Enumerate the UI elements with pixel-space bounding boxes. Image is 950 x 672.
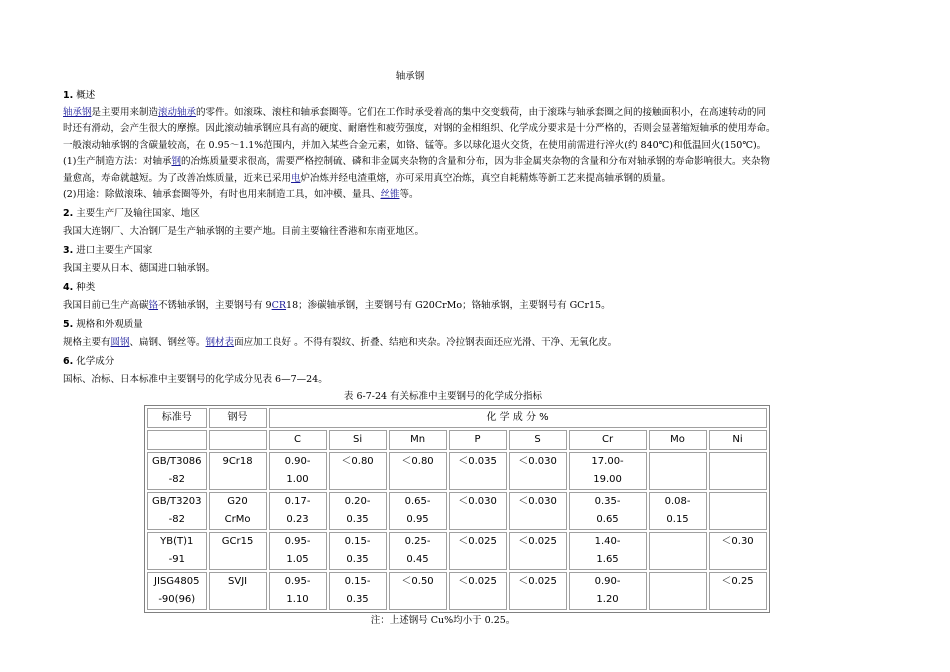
value-cell-line: ＜0.025 — [518, 576, 557, 587]
section-2-heading: 2. 主要生产厂及输往国家、地区 — [63, 207, 200, 219]
value-cell-line: ＜0.80 — [341, 456, 374, 467]
value-cell — [269, 452, 327, 490]
grade-cell — [209, 452, 267, 490]
value-cell — [389, 492, 447, 530]
standard-cell-line: GB/T3086 — [152, 456, 202, 467]
specs-paragraph: 规格主要有圆钢、扁钢、钢丝等。钢材表面应加工良好 。不得有裂纹、折叠、结疤和夹杂。冷拉钢表面还应光滑、干净、无氧化皮。 — [63, 337, 618, 348]
section-6-heading: 6. 化学成分 — [63, 355, 115, 367]
value-cell-line: ＜0.025 — [458, 576, 497, 587]
value-cell-line: ＜0.50 — [401, 576, 434, 587]
overview-line-3: 一般滚动轴承钢的含碳量较高，在 0.95～1.1%范围内，并加入某些合金元素，如铬、锰等。多以球化退火交货，在使用前需进行淬火(约 840℃)和低温回火(150℃)。 — [63, 139, 767, 151]
value-cell-line: ＜0.025 — [518, 536, 557, 547]
value-cell — [569, 532, 647, 570]
value-cell — [269, 532, 327, 570]
value-cell-line: 0.95- — [284, 536, 311, 547]
value-cell-line — [654, 453, 702, 471]
grade-cell-line: GCr15 — [221, 536, 254, 547]
value-cell-line: 0.20- — [344, 496, 371, 507]
value-cell — [329, 452, 387, 490]
header-grade: 钢号 — [209, 408, 267, 428]
value-cell — [389, 572, 447, 610]
value-cell-line — [714, 453, 762, 471]
element-header: C — [269, 430, 327, 450]
element-header: P — [449, 430, 507, 450]
value-cell — [389, 452, 447, 490]
link-rolling-bearing[interactable]: 滚动轴承 — [158, 106, 197, 118]
standard-cell-line: YB(T)1 — [160, 536, 194, 547]
value-cell — [709, 532, 767, 570]
value-cell-line — [654, 533, 702, 551]
value-cell — [449, 572, 507, 610]
value-cell — [329, 492, 387, 530]
element-header: Mn — [389, 430, 447, 450]
value-cell-line: 0.35 — [346, 514, 369, 525]
value-cell-line: 0.23 — [286, 514, 309, 525]
standard-cell-line: -91 — [168, 554, 185, 565]
value-cell-line: ＜0.035 — [458, 456, 497, 467]
standard-cell-line: -82 — [168, 474, 185, 485]
value-cell — [509, 572, 567, 610]
document-title: 轴承钢 — [395, 71, 425, 82]
value-cell — [269, 572, 327, 610]
value-cell — [449, 452, 507, 490]
table-row — [147, 452, 767, 490]
link-chromium[interactable]: 铬 — [148, 300, 159, 311]
table-caption: 表 6-7-24 有关标准中主要钢号的化学成分指标 — [343, 390, 543, 402]
section-3-heading: 3. 进口主要生产国家 — [63, 244, 153, 256]
value-cell — [329, 572, 387, 610]
value-cell — [649, 572, 707, 610]
link-steel-surface[interactable]: 钢材表 — [205, 337, 235, 348]
value-cell-line: 0.45 — [406, 554, 429, 565]
value-cell-line: ＜0.25 — [721, 576, 754, 587]
value-cell — [649, 532, 707, 570]
value-cell-line: 0.95- — [284, 576, 311, 587]
standard-cell — [147, 532, 207, 570]
value-cell — [709, 492, 767, 530]
value-cell-line: ＜0.030 — [458, 496, 497, 507]
value-cell — [269, 492, 327, 530]
value-cell-line: 1.20 — [596, 594, 619, 605]
value-cell-line: 0.25- — [404, 536, 431, 547]
table-element-row — [147, 430, 767, 450]
empty-cell — [147, 430, 207, 450]
value-cell-line: 1.10 — [286, 594, 309, 605]
element-header: Mo — [649, 430, 707, 450]
table-note: 注：上述钢号 Cu%均小于 0.25。 — [370, 615, 516, 626]
value-cell-line: 0.90- — [594, 576, 621, 587]
element-header: Cr — [569, 430, 647, 450]
section-4-heading: 4. 种类 — [63, 281, 96, 293]
standard-cell-line: -82 — [168, 514, 185, 525]
link-bearing-steel[interactable]: 轴承钢 — [63, 106, 92, 118]
value-cell — [509, 452, 567, 490]
standard-cell-line: GB/T3203 — [152, 496, 202, 507]
link-electric[interactable]: 电 — [291, 172, 301, 184]
grade-cell — [209, 532, 267, 570]
link-cr[interactable]: CR — [271, 300, 287, 311]
element-header: Ni — [709, 430, 767, 450]
grade-cell-line: SVJI — [228, 576, 248, 587]
value-cell-line: 0.35 — [346, 554, 369, 565]
grade-cell-line: G20 — [227, 496, 248, 507]
value-cell-line — [654, 573, 702, 591]
manufacturing-paragraph: (1)生产制造方法：对轴承钢的冶炼质量要求很高，需要严格控制硫、磷和非金属夹杂物的含量和分布，因为非金属夹杂物的含量和分布对轴承钢的寿命影响很大。夹杂物 — [63, 156, 770, 167]
value-cell-line: 0.35 — [346, 594, 369, 605]
table-header-row — [147, 408, 767, 428]
link-round-steel[interactable]: 圆钢 — [110, 337, 130, 348]
value-cell — [509, 532, 567, 570]
table-row — [147, 532, 767, 570]
header-standard: 标准号 — [147, 408, 207, 428]
grade-cell — [209, 492, 267, 530]
producers-paragraph: 我国大连钢厂、大冶钢厂是生产轴承钢的主要产地。目前主要输往香港和东南亚地区。 — [63, 226, 425, 237]
value-cell-line: ＜0.030 — [518, 456, 557, 467]
value-cell — [569, 572, 647, 610]
value-cell — [329, 532, 387, 570]
value-cell — [509, 492, 567, 530]
value-cell-line: ＜0.30 — [721, 536, 754, 547]
value-cell-line: 1.00 — [286, 474, 309, 485]
value-cell-line: 1.40- — [594, 536, 621, 547]
grade-cell-line: 9Cr18 — [222, 456, 253, 467]
link-steel[interactable]: 钢 — [171, 156, 181, 167]
element-header: S — [509, 430, 567, 450]
standard-cell — [147, 452, 207, 490]
overview-paragraph: 轴承钢是主要用来制造滚动轴承的零件。如滚珠、滚柱和轴承套圈等。它们在工作时承受着高的集中交变载荷，由于滚珠与轴承套圈之间的接触面积小，在高速转动的同 — [63, 106, 767, 118]
value-cell — [649, 492, 707, 530]
standard-cell — [147, 492, 207, 530]
value-cell-line: 0.65- — [404, 496, 431, 507]
value-cell-line: ＜0.80 — [401, 456, 434, 467]
standard-cell-line: JISG4805 — [154, 576, 200, 587]
value-cell-line: 1.05 — [286, 554, 309, 565]
value-cell-line: ＜0.025 — [458, 536, 497, 547]
value-cell — [569, 492, 647, 530]
content — [63, 88, 833, 630]
grade-cell — [209, 572, 267, 610]
value-cell — [649, 452, 707, 490]
table-row — [147, 572, 767, 610]
import-paragraph: 我国主要从日本、德国进口轴承钢。 — [63, 263, 216, 274]
value-cell — [389, 532, 447, 570]
value-cell-line: 0.15- — [344, 536, 371, 547]
types-paragraph: 我国目前已生产高碳铬不锈轴承钢，主要钢号有 9CR18；渗碳轴承钢，主要钢号有 G20CrMo；铬轴承钢，主要钢号有 GCr15。 — [63, 300, 611, 311]
link-tap[interactable]: 丝锥 — [380, 189, 400, 200]
value-cell-line: 0.90- — [284, 456, 311, 467]
value-cell-line: 0.15 — [666, 514, 689, 525]
section-5-heading: 5. 规格和外观质量 — [63, 318, 143, 330]
value-cell-line: 0.17- — [284, 496, 311, 507]
value-cell — [449, 492, 507, 530]
grade-cell-line: CrMo — [224, 514, 251, 525]
value-cell-line: ＜0.030 — [518, 496, 557, 507]
value-cell-line: 0.08- — [664, 496, 691, 507]
value-cell-line: 17.00- — [591, 456, 624, 467]
composition-intro: 国标、冶标、日本标准中主要钢号的化学成分见表 6—7—24。 — [63, 374, 328, 385]
value-cell — [709, 452, 767, 490]
element-header: Si — [329, 430, 387, 450]
empty-cell — [209, 430, 267, 450]
value-cell — [449, 532, 507, 570]
header-composition: 化 学 成 分 % — [269, 408, 767, 428]
value-cell-line — [714, 493, 762, 511]
value-cell-line: 1.65 — [596, 554, 619, 565]
composition-table — [144, 405, 770, 613]
value-cell-line: 0.35- — [594, 496, 621, 507]
value-cell — [569, 452, 647, 490]
table-row — [147, 492, 767, 530]
section-1-heading: 1. 概述 — [63, 90, 96, 101]
usage-paragraph: (2)用途：除做滚珠、轴承套圈等外，有时也用来制造工具，如冲模、量具、丝锥等。 — [63, 189, 419, 200]
value-cell-line: 0.65 — [596, 514, 619, 525]
value-cell-line: 19.00 — [593, 474, 622, 485]
manufacturing-line-2: 量愈高，寿命就越短。为了改善冶炼质量，近来已采用电炉冶炼并经电渣重熔，亦可采用真空冶炼，真空自耗精炼等新工艺来提高轴承钢的质量。 — [63, 172, 672, 184]
value-cell-line: 0.95 — [406, 514, 429, 525]
value-cell — [709, 572, 767, 610]
standard-cell — [147, 572, 207, 610]
value-cell-line: 0.15- — [344, 576, 371, 587]
overview-line-2: 时还有滑动，会产生很大的摩擦。因此滚动轴承钢应具有高的硬度、耐磨性和疲劳强度，对钢的金相组织、化学成分要求是十分严格的，否则会显著缩短轴承的使用寿命。 — [63, 123, 776, 134]
standard-cell-line: -90(96) — [158, 594, 196, 605]
